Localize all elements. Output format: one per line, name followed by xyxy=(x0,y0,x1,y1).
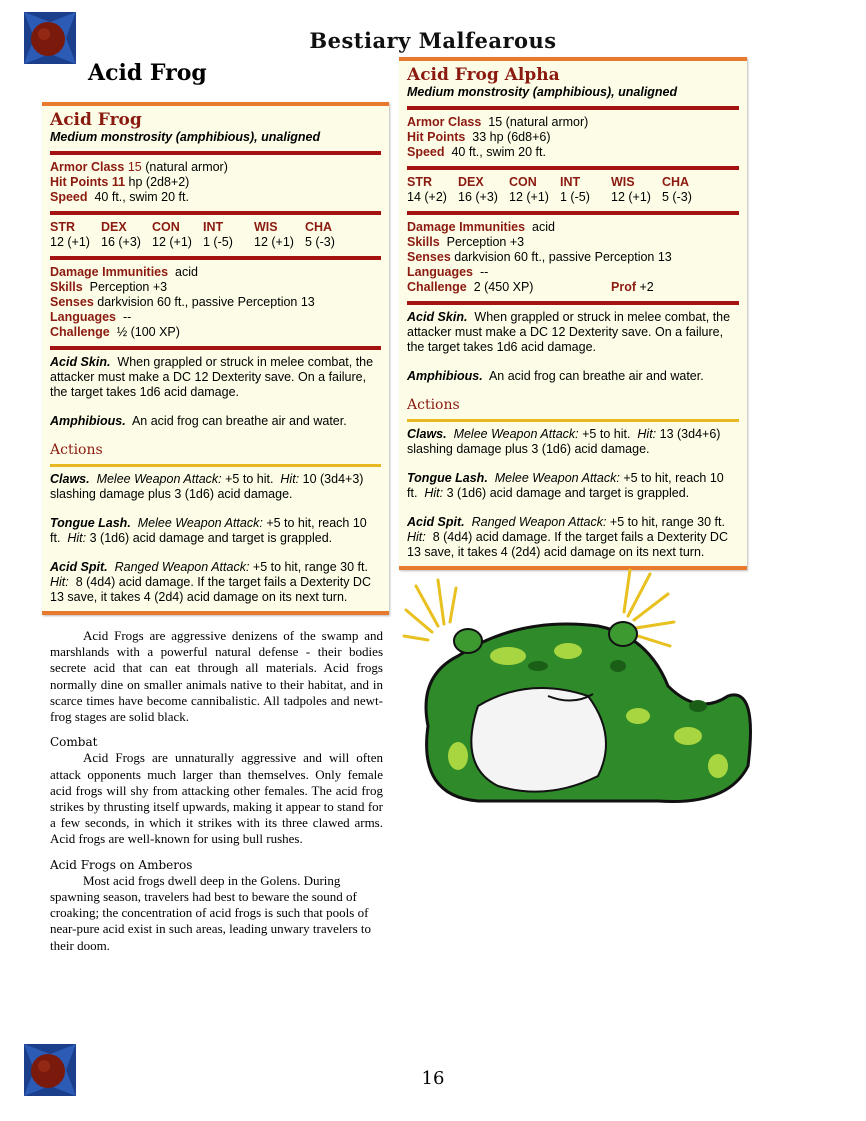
monster-name: Acid Frog Alpha xyxy=(407,65,560,85)
armor-class: Armor Class 15 (natural armor) xyxy=(50,160,228,174)
monster-type: Medium monstrosity (amphibious), unaligned xyxy=(50,130,321,144)
actions-heading: Actions xyxy=(50,442,103,458)
divider xyxy=(407,301,739,305)
speed: Speed 40 ft., swim 20 ft. xyxy=(50,190,189,204)
divider xyxy=(50,256,381,260)
trait-acid-skin: Acid Skin. When grappled or struck in melee combat, the attacker must make a DC 12 Dexterity save. On a failure, the target takes 1d6 acid damage. xyxy=(50,355,374,399)
action-tongue-lash: Tongue Lash. Melee Weapon Attack: +5 to hit, reach 10 ft. Hit: 3 (1d6) acid damage and target is grappled. xyxy=(50,516,367,545)
skills: Skills Perception +3 xyxy=(50,280,168,294)
challenge: Challenge ½ (100 XP) xyxy=(50,325,180,339)
damage-immunities: Damage Immunities acid xyxy=(407,220,555,234)
speed: Speed 40 ft., swim 20 ft. xyxy=(407,145,546,159)
book-title: Bestiary Malfearous xyxy=(309,28,557,53)
combat-paragraph: Acid Frogs are unnaturally aggressive and will often attack opponents much larger than themselves. Only female acid frogs will shy from attacking other females. The acid frog strikes by thrusting itself upwards, making it appear to stand for a few seconds, in which it strikes with its three clawed arms. Acid frogs are well-known for using bull rushes. xyxy=(50,750,383,847)
action-claws: Claws. Melee Weapon Attack: +5 to hit. Hit: 13 (3d4+6) slashing damage plus 3 (1d6) acid damage. xyxy=(407,427,721,456)
divider xyxy=(50,151,381,155)
amberos-heading: Acid Frogs on Amberos xyxy=(50,857,193,872)
languages: Languages -- xyxy=(50,310,132,324)
hit-points: Hit Points 11 hp (2d8+2) xyxy=(50,175,190,189)
divider xyxy=(50,464,381,467)
trait-acid-skin: Acid Skin. When grappled or struck in melee combat, the attacker must make a DC 12 Dexterity save. On a failure, the target takes 1d6 acid damage. xyxy=(407,310,731,354)
ability-scores: 14 (+2) 16 (+3) 12 (+1) 1 (-5) 12 (+1) 5 (-3) xyxy=(407,190,692,204)
monster-type: Medium monstrosity (amphibious), unaligned xyxy=(407,85,678,99)
divider xyxy=(407,166,739,170)
trait-amphibious: Amphibious. An acid frog can breathe air and water. xyxy=(50,414,347,428)
description-text xyxy=(50,628,383,954)
armor-class: Armor Class 15 (natural armor) xyxy=(407,115,589,129)
proficiency: Prof +2 xyxy=(611,280,654,294)
languages: Languages -- xyxy=(407,265,489,279)
actions-heading: Actions xyxy=(407,397,460,413)
page-number: 16 xyxy=(421,1068,445,1089)
stat-block-acid-frog xyxy=(42,102,389,615)
action-acid-spit: Acid Spit. Ranged Weapon Attack: +5 to hit, range 30 ft. Hit: 8 (4d4) acid damage. If the target fails a Dexterity DC 13 save, it takes 4 (2d4) acid damage on its next turn. xyxy=(407,515,728,559)
ability-scores: 12 (+1) 16 (+3) 12 (+1) 1 (-5) 12 (+1) 5 (-3) xyxy=(50,235,335,249)
trait-amphibious: Amphibious. An acid frog can breathe air and water. xyxy=(407,369,704,383)
senses: Senses darkvision 60 ft., passive Perception 13 xyxy=(50,295,315,309)
action-acid-spit: Acid Spit. Ranged Weapon Attack: +5 to hit, range 30 ft. Hit: 8 (4d4) acid damage. If the target fails a Dexterity DC 13 save, it takes 4 (2d4) acid damage on its next turn. xyxy=(50,560,371,604)
divider xyxy=(50,211,381,215)
section-title: Acid Frog xyxy=(88,60,207,86)
action-tongue-lash: Tongue Lash. Melee Weapon Attack: +5 to hit, reach 10 ft. Hit: 3 (1d6) acid damage and target is grappled. xyxy=(407,471,724,500)
frog-illustration xyxy=(398,566,758,818)
challenge: Challenge 2 (450 XP) Prof +2 xyxy=(407,280,654,294)
divider xyxy=(407,419,739,422)
hit-points: Hit Points 33 hp (6d8+6) xyxy=(407,130,551,144)
divider xyxy=(407,211,739,215)
damage-immunities: Damage Immunities acid xyxy=(50,265,198,279)
intro-paragraph: Acid Frogs are aggressive denizens of the swamp and marshlands with a powerful natural defense - their bodies secrete acid that can eat through all materials. Acid frogs normally dine on smaller animals native to their habitat, and in scarce times have become cannibalistic. All tadpoles and newt-frog stages are solid black. xyxy=(50,628,383,725)
divider xyxy=(407,106,739,110)
amberos-paragraph: Most acid frogs dwell deep in the Golens. During spawning season, travelers had best to beware the sound of croaking; the concentration of acid frogs is such that pools of near-pure acid exist in such areas, leading unwary travelers to their doom. xyxy=(50,872,371,953)
combat-heading: Combat xyxy=(50,735,98,750)
ability-headers: STR DEX CON INT WIS CHA xyxy=(407,175,690,189)
stat-block-acid-frog-alpha xyxy=(399,57,747,570)
action-claws: Claws. Melee Weapon Attack: +5 to hit. Hit: 10 (3d4+3) slashing damage plus 3 (1d6) acid damage. xyxy=(50,472,364,501)
skills: Skills Perception +3 xyxy=(407,235,525,249)
divider xyxy=(50,346,381,350)
ability-headers: STR DEX CON INT WIS CHA xyxy=(50,220,333,234)
monster-name: Acid Frog xyxy=(50,110,142,130)
senses: Senses darkvision 60 ft., passive Perception 13 xyxy=(407,250,672,264)
